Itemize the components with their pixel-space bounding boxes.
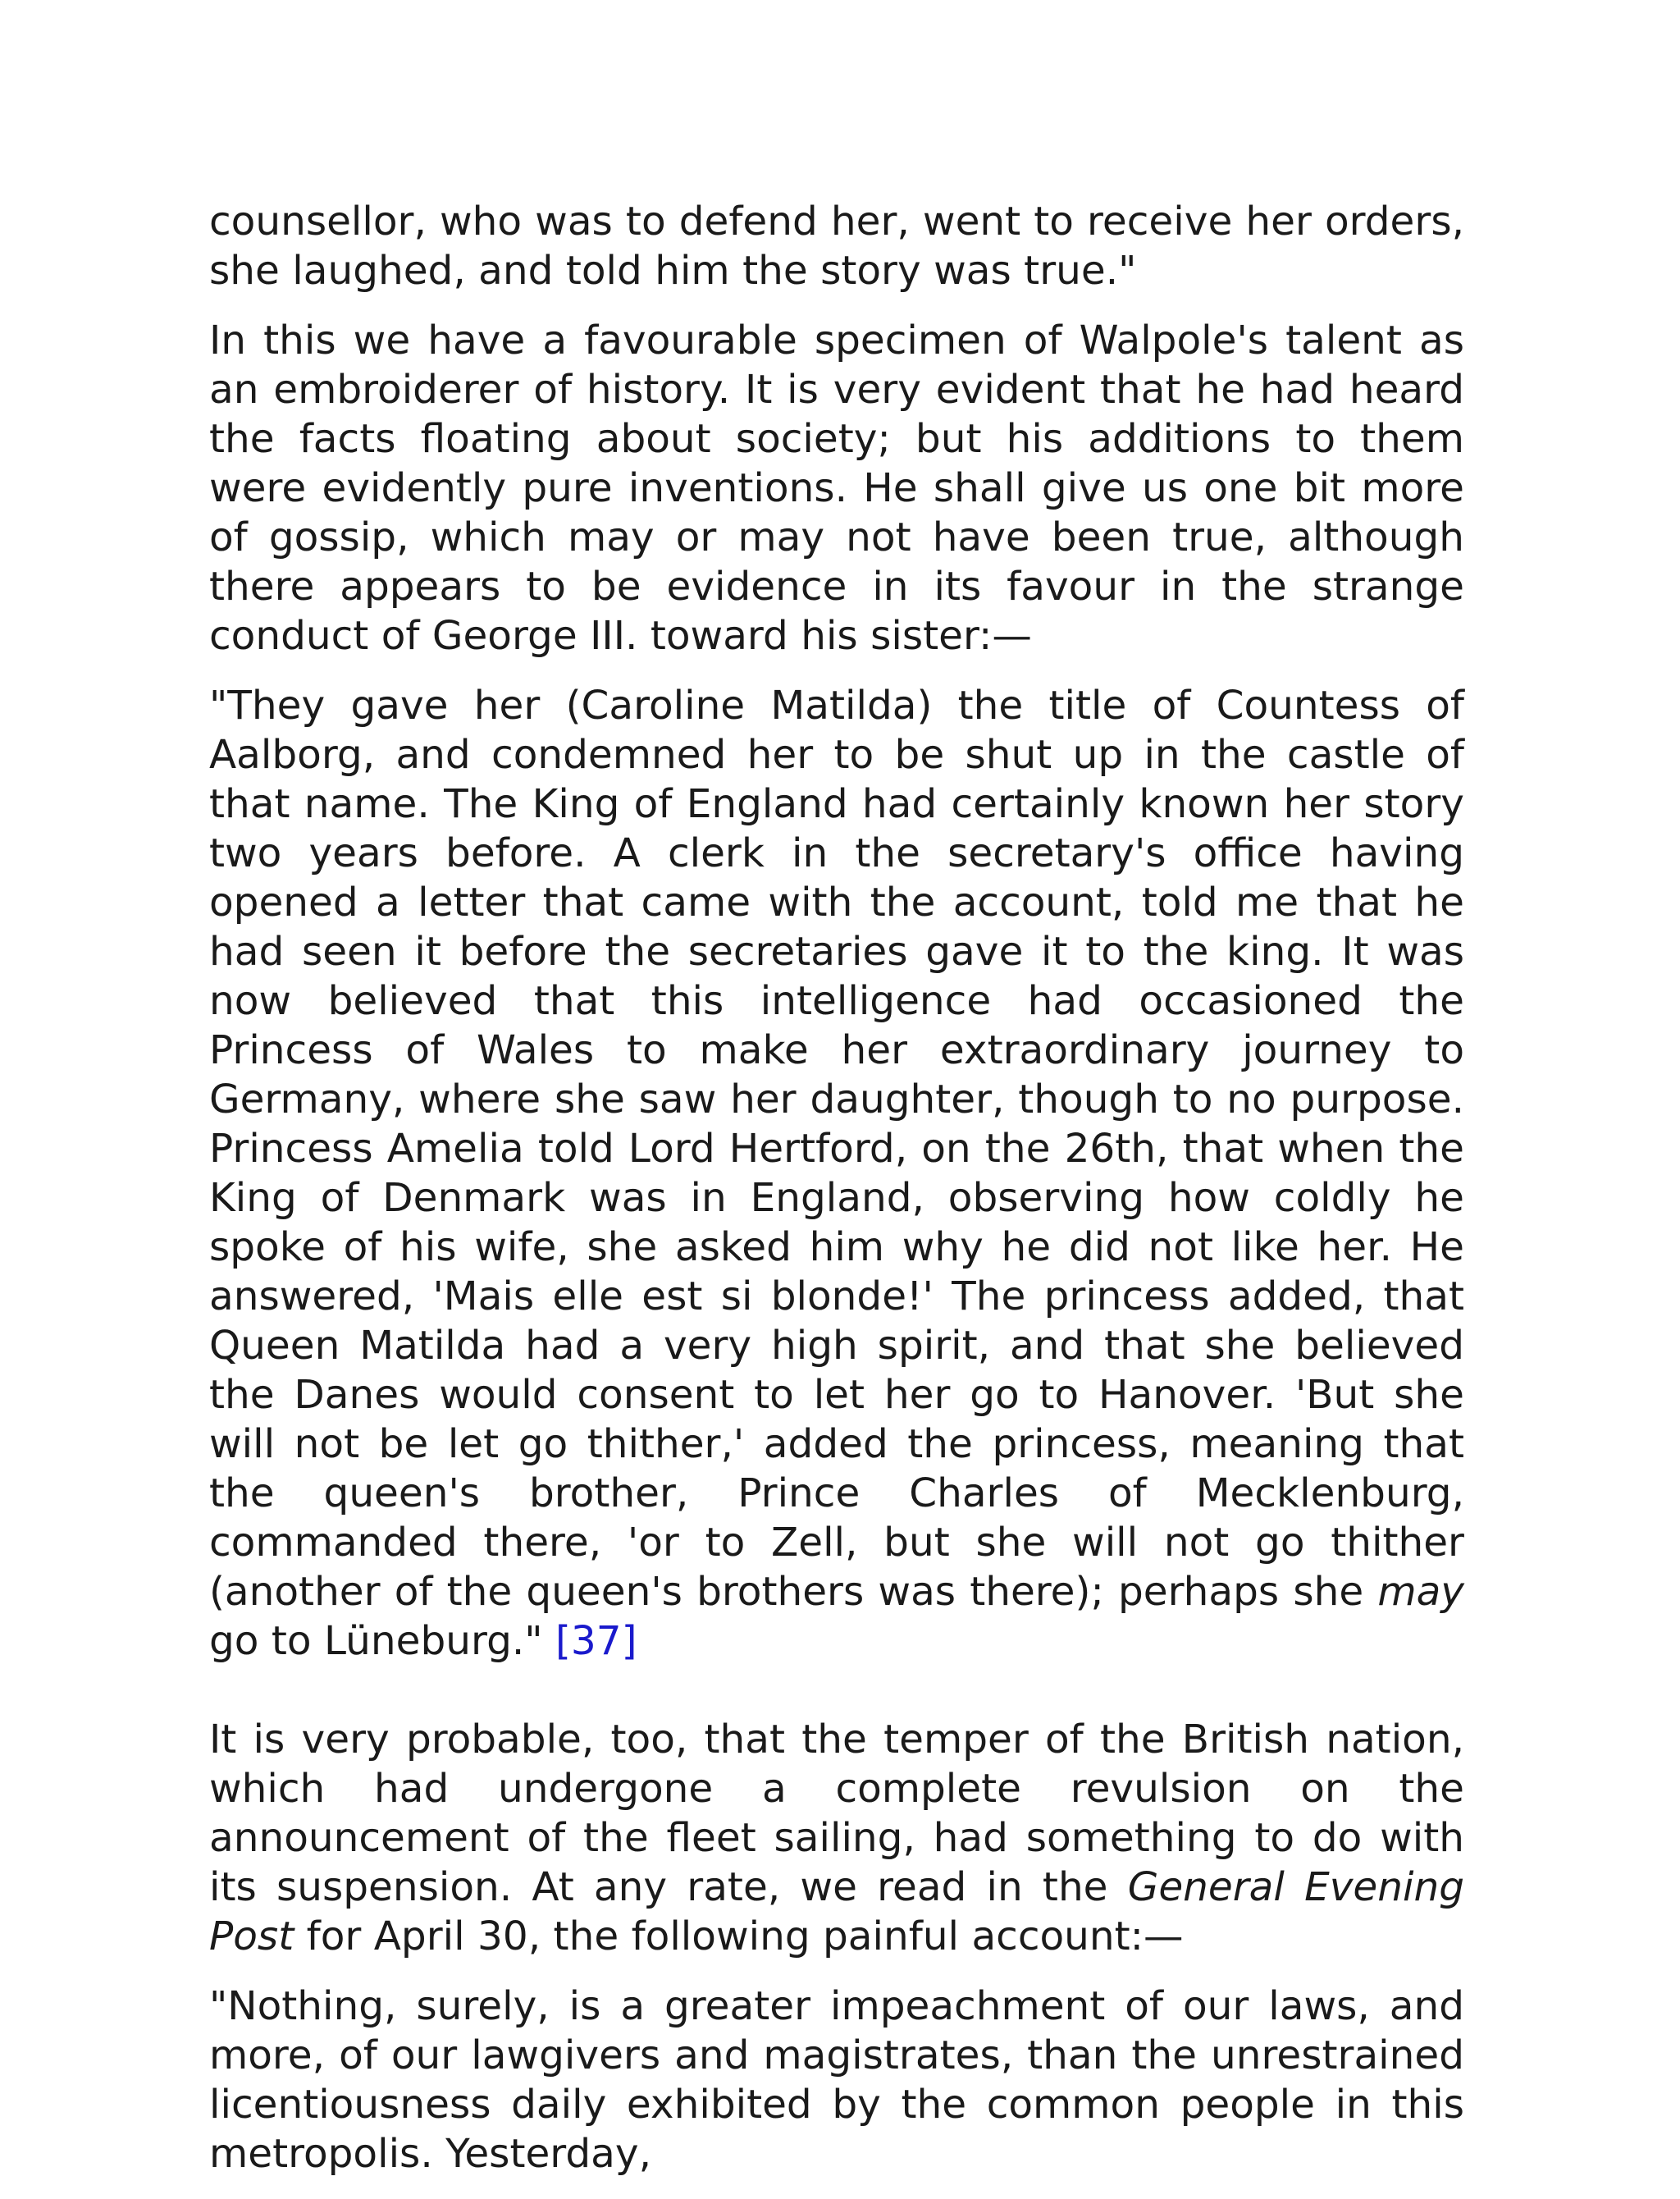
paragraph-1 [209, 197, 1464, 295]
paragraph-4 [209, 1715, 1464, 1961]
paragraph-5-quote [209, 1982, 1464, 2178]
paragraph-2 [209, 316, 1464, 661]
paragraph-3-emphasis: may [1377, 1569, 1464, 1615]
paragraph-1-text: counsellor, who was to defend her, went to receive her orders, she laughed, and told him the story was true." [209, 199, 1464, 294]
paragraph-4-text-before: It is very probable, too, that the temper of the British nation, which had undergone a complete revulsion on the announcement of the fleet sailing, had something to do with its suspension. At any rate, we read in the [209, 1717, 1464, 1910]
paragraph-4-text-after: for April 30, the following painful account:— [294, 1913, 1184, 1959]
paragraph-3-text-after: go to Lüneburg." [209, 1618, 543, 1664]
newspaper-title: General Evening Post [209, 1864, 1464, 1959]
paragraph-5-text: "Nothing, surely, is a greater impeachment of our laws, and more, of our lawgivers and magistrates, than the unrestrained licentiousness daily exhibited by the common people in this metropolis. Yesterday, [209, 1983, 1464, 2177]
paragraph-3-text-before: "They gave her (Caroline Matilda) the title of Countess of Aalborg, and condemned her to be shut up in the castle of that name. The King of England had certainly known her story two years before. A clerk in the secretary's office having opened a letter that came with the account, told me that he had seen it before the secretaries gave it to the king. It was now believed that this intelligence had occasioned the Princess of Wales to make her extraordinary journey to Germany, where she saw her daughter, though to no purpose. Princess Amelia told Lord Hertford, on the 26th, that when the King of Denmark was in England, observing how coldly he spoke of his wife, she asked him why he did not like her. He answered, 'Mais elle est si blonde!' The princess added, that Queen Matilda had a very high spirit, and that she believed the Danes would consent to let her go to Hanover. 'But she will not be let go thither,' added the princess, meaning that the queen's brother, Prince Charles of Mecklenburg, commanded there, 'or to Zell, but she will not go thither (another of the queen's brothers was there); perhaps she [209, 683, 1464, 1615]
paragraph-3-quote [209, 681, 1464, 1666]
paragraph-2-text: In this we have a favourable specimen of Walpole's talent as an embroiderer of history. It is very evident that he had heard the facts floating about society; but his additions to them were evidently pure inventions. He shall give us one bit more of gossip, which may or may not have been true, although there appears to be evidence in its favour in the strange conduct of George III. toward his sister:— [209, 318, 1464, 659]
footnote-link-37[interactable]: [37] [555, 1618, 637, 1664]
document-page [209, 197, 1464, 2199]
